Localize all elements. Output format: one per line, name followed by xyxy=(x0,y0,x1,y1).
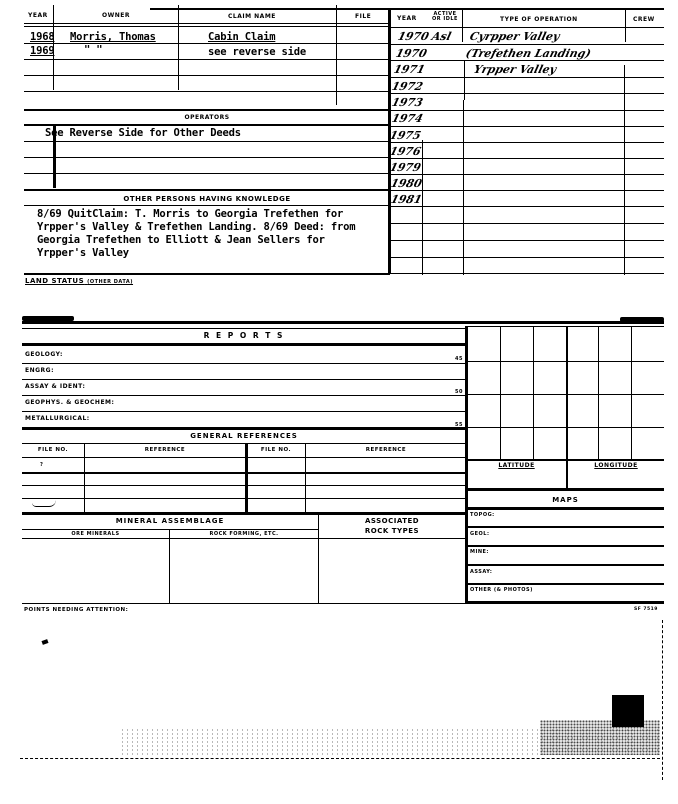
report-engrg-label: ENGRG: xyxy=(25,367,54,374)
divider xyxy=(178,5,179,90)
divider xyxy=(464,60,465,100)
header-crew: CREW xyxy=(633,16,655,23)
divider xyxy=(24,75,390,76)
divider xyxy=(390,60,664,61)
divider xyxy=(22,321,664,324)
header-type-operation: TYPE OF OPERATION xyxy=(500,16,578,23)
divider xyxy=(390,273,664,274)
divider xyxy=(390,93,664,94)
divider xyxy=(390,257,664,258)
divider xyxy=(390,240,664,241)
divider xyxy=(24,91,390,92)
divider xyxy=(533,326,534,459)
claim-year: 1968 xyxy=(30,31,55,43)
report-mark: 50 xyxy=(455,389,463,395)
divider xyxy=(467,526,664,528)
op-active-idle: Asl xyxy=(430,30,453,43)
divider xyxy=(462,8,463,42)
divider xyxy=(22,443,466,444)
land-status-sublabel: (OTHER DATA) xyxy=(87,279,134,285)
op-year: 1981 xyxy=(389,193,424,206)
divider xyxy=(22,472,466,474)
divider xyxy=(22,603,466,604)
divider xyxy=(390,174,664,175)
divider xyxy=(467,564,664,566)
divider xyxy=(390,223,664,224)
divider xyxy=(390,142,664,143)
op-type: Cyrpper Valley xyxy=(468,30,561,43)
ref-header-reference: REFERENCE xyxy=(144,447,186,453)
op-type: Yrpper Valley xyxy=(472,63,558,76)
knowledge-line: Georgia Trefethen to Elliott & Jean Sellers for xyxy=(37,234,325,246)
op-type: (Trefethen Landing) xyxy=(464,47,593,60)
op-year: 1976 xyxy=(388,145,423,158)
scan-mark xyxy=(620,317,664,322)
header-claim-name: CLAIM NAME xyxy=(228,13,276,20)
claim-year: 1969 xyxy=(30,45,55,57)
divider xyxy=(390,44,664,45)
op-year: 1973 xyxy=(390,96,425,109)
scan-noise xyxy=(540,720,660,755)
divider xyxy=(500,326,501,459)
claim-name: see reverse side xyxy=(208,46,306,58)
divider xyxy=(22,379,466,380)
divider xyxy=(22,328,466,329)
scan-mark xyxy=(41,639,48,645)
divider xyxy=(467,583,664,585)
divider xyxy=(24,124,390,126)
header-active-idle: ACTIVE OR IDLE xyxy=(432,11,458,22)
ref-header-reference-2: REFERENCE xyxy=(365,447,407,453)
divider xyxy=(390,126,664,127)
operator-entry: See Reverse Side for Other Deeds xyxy=(45,127,241,139)
divider xyxy=(24,189,390,191)
form-number: SF 7519 xyxy=(634,607,658,612)
divider xyxy=(22,427,466,430)
associated-rock-types-line1: ASSOCIATED xyxy=(364,517,420,525)
map-assay-label: ASSAY: xyxy=(470,569,493,575)
divider xyxy=(24,43,390,44)
scan-edge xyxy=(662,620,663,780)
divider xyxy=(465,507,468,603)
divider xyxy=(24,59,390,60)
divider xyxy=(22,395,466,396)
land-status-label xyxy=(25,277,133,285)
divider xyxy=(390,27,664,28)
report-geology-label: GEOLOGY: xyxy=(25,351,63,358)
divider xyxy=(631,326,632,459)
divider xyxy=(24,205,390,206)
claim-name: Cabin Claim xyxy=(208,31,276,43)
divider xyxy=(22,512,466,515)
divider xyxy=(24,173,390,174)
ref-header-file-no: FILE NO. xyxy=(37,447,69,453)
ore-minerals-header: ORE MINERALS xyxy=(71,531,120,537)
land-status-title: LAND STATUS xyxy=(25,277,85,285)
ref-cell-mark: ? xyxy=(40,462,44,468)
map-topog-label: TOPOG: xyxy=(470,512,495,518)
divider xyxy=(169,529,170,604)
report-mark: 55 xyxy=(455,422,463,428)
header-op-year: YEAR xyxy=(397,15,417,22)
divider xyxy=(24,273,390,275)
divider xyxy=(390,110,664,111)
divider xyxy=(390,190,664,191)
general-references-heading: GENERAL REFERENCES xyxy=(190,432,298,440)
divider xyxy=(84,443,85,513)
divider xyxy=(22,411,466,412)
ref-header-file-no-2: FILE NO. xyxy=(260,447,292,453)
divider xyxy=(598,326,599,459)
report-metallurgical-label: METALLURGICAL: xyxy=(25,415,90,422)
report-geophys-label: GEOPHYS. & GEOCHEM: xyxy=(25,399,115,406)
knowledge-line: 8/69 QuitClaim: T. Morris to Georgia Trefethen for xyxy=(37,208,344,220)
longitude-label: LONGITUDE xyxy=(594,462,638,469)
divider xyxy=(465,601,664,604)
divider xyxy=(467,545,664,547)
knowledge-line: Yrpper's Valley & Trefethen Landing. 8/69 Deed: from xyxy=(37,221,356,233)
divider xyxy=(390,206,664,207)
op-year: 1972 xyxy=(390,80,425,93)
divider xyxy=(150,8,390,10)
divider xyxy=(22,485,466,486)
divider xyxy=(390,77,664,78)
divider xyxy=(625,8,626,42)
op-year: 1974 xyxy=(390,112,425,125)
op-year: 1971 xyxy=(392,63,427,76)
knowledge-line: Yrpper's Valley xyxy=(37,247,129,259)
map-geol-label: GEOL: xyxy=(470,531,490,537)
divider xyxy=(22,498,466,499)
divider xyxy=(24,109,390,111)
divider xyxy=(390,158,664,159)
divider xyxy=(22,529,318,530)
mineral-assemblage-heading: MINERAL ASSEMBLAGE xyxy=(115,517,225,525)
header-file: FILE xyxy=(355,13,372,20)
op-year: 1970 xyxy=(396,30,431,43)
other-persons-heading: OTHER PERSONS HAVING KNOWLEDGE xyxy=(123,195,291,203)
rock-forming-header: ROCK FORMING, ETC. xyxy=(209,531,279,537)
report-assay-label: ASSAY & IDENT: xyxy=(25,383,86,390)
claim-owner: " " xyxy=(84,44,103,56)
op-year: 1975 xyxy=(388,129,423,142)
scan-line xyxy=(20,758,660,759)
divider xyxy=(24,157,390,158)
divider xyxy=(22,343,466,346)
divider xyxy=(305,443,306,513)
map-mine-label: MINE: xyxy=(470,549,489,555)
divider xyxy=(336,5,337,105)
points-needing-attention-label: POINTS NEEDING ATTENTION: xyxy=(24,607,129,613)
divider xyxy=(22,363,466,364)
divider xyxy=(24,141,390,142)
pen-mark xyxy=(32,500,56,507)
report-mark: 45 xyxy=(455,356,463,362)
divider xyxy=(318,512,319,604)
header-year: YEAR xyxy=(28,12,48,19)
claim-owner: Morris, Thomas xyxy=(70,31,156,43)
divider xyxy=(390,8,664,10)
associated-rock-types-line2: ROCK TYPES xyxy=(364,527,420,535)
divider xyxy=(245,443,248,513)
maps-heading: MAPS xyxy=(552,496,579,504)
latitude-label: LATITUDE xyxy=(498,462,535,469)
divider xyxy=(624,65,625,275)
op-year: 1980 xyxy=(389,177,424,190)
divider xyxy=(467,488,664,491)
operators-heading: OPERATORS xyxy=(184,114,230,121)
reports-heading: R E P O R T S xyxy=(203,331,285,340)
header-owner: OWNER xyxy=(102,12,130,19)
op-year: 1970 xyxy=(394,47,429,60)
map-other-label: OTHER (& PHOTOS) xyxy=(470,587,533,593)
op-year: 1979 xyxy=(388,161,423,174)
divider xyxy=(22,457,466,458)
divider xyxy=(22,538,466,539)
divider xyxy=(467,507,664,510)
